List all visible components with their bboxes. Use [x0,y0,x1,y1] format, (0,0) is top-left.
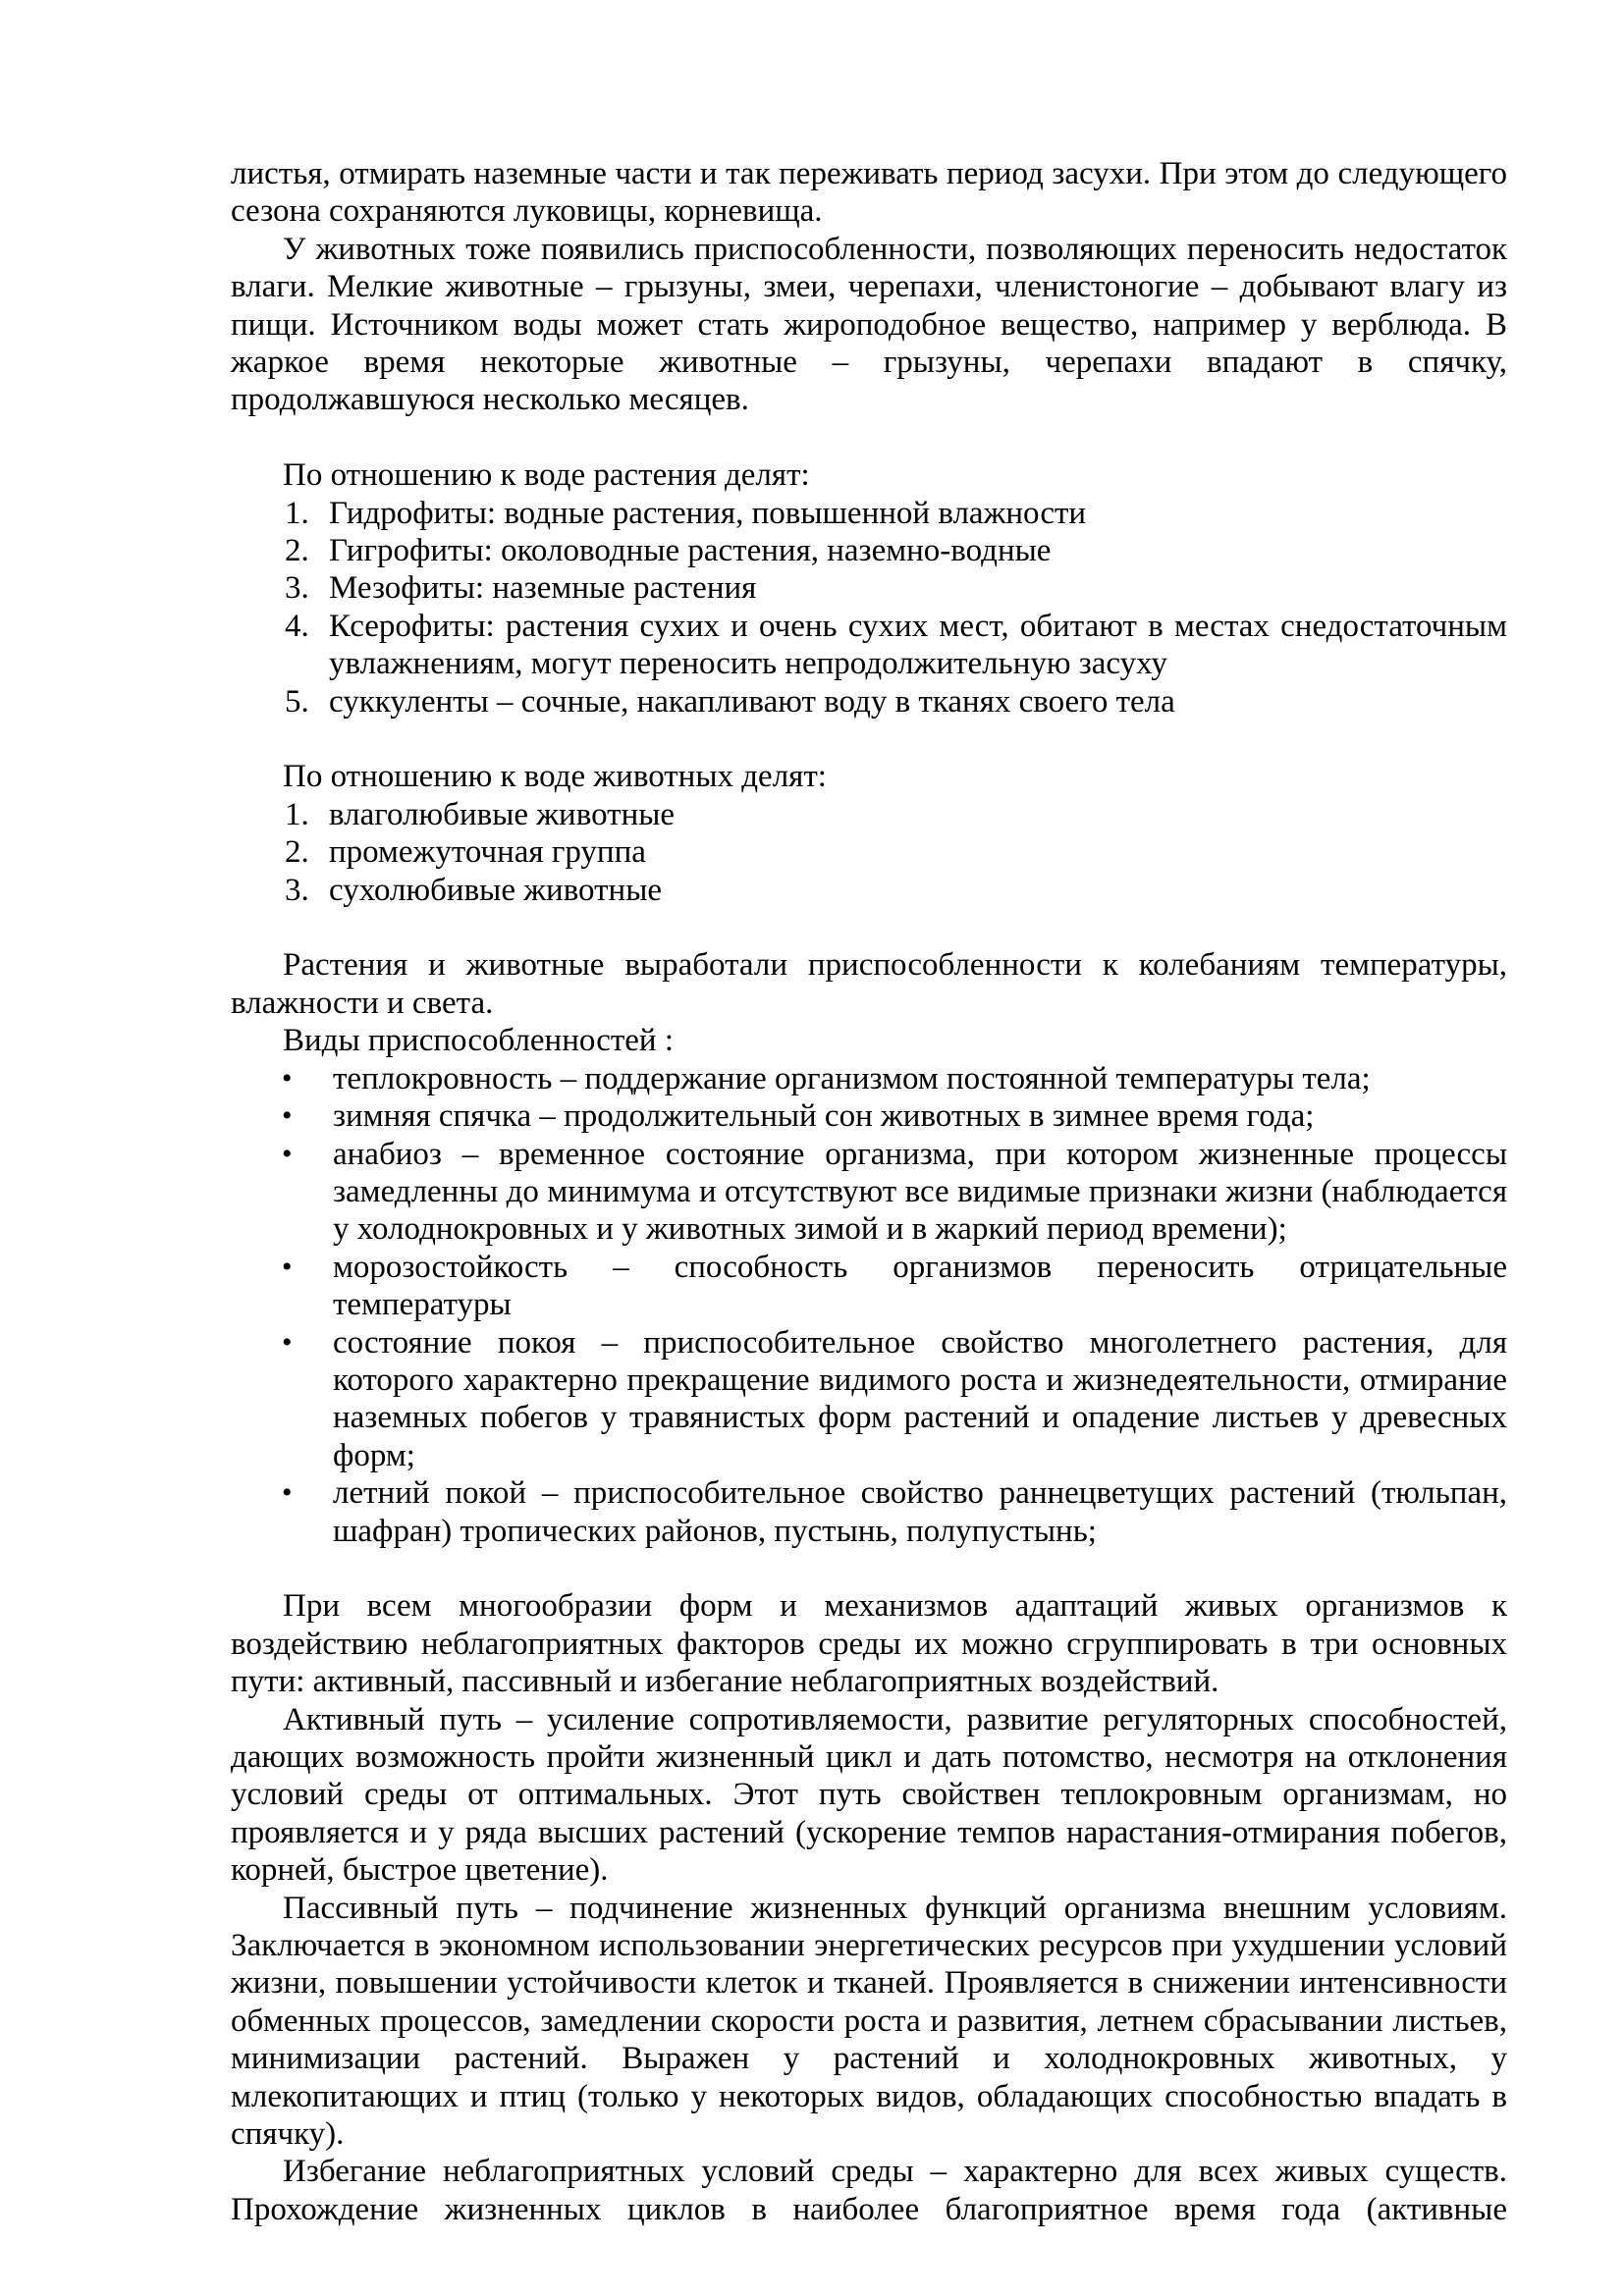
list-number: 5. [285,683,309,720]
list-item-text: анабиоз – временное состояние организма, при котором жизненные процессы замедленны до минимума и отсутствуют все видимые признаки жизни (наблюдается у холоднокровных и у животных зимой и в жаркий период времени); [333,1136,1507,1248]
list-number: 1. [285,495,309,531]
bullet-icon: • [282,1250,293,1283]
list-item [231,569,1507,607]
blank-line [231,721,1507,758]
list-item [231,608,1507,683]
list-item-text: теплокровность – поддержание организмом постоянной температуры тела; [333,1060,1371,1096]
list-number: 3. [285,872,309,908]
bullet-icon: • [282,1325,293,1359]
list-item [231,1249,1507,1324]
list-item-text: Гигрофиты: околоводные растения, наземно-водные [329,533,1052,569]
text-block [231,155,1507,2228]
numbered-list [231,796,1507,909]
list-item [231,1136,1507,1249]
list-item [231,1097,1507,1135]
list-item-text: Ксерофиты: растения сухих и очень сухих мест, обитают в местах снедостаточным увлажнениям, могут переносить непродолжительную засуху [329,608,1507,682]
list-item [231,872,1507,909]
paragraph: Избегание неблагоприятных условий среды – характерно для всех живых существ. Прохождение жизненных циклов в наиболее благоприятное время года (активные [231,2154,1507,2227]
list-item [231,1060,1507,1097]
bullet-list [231,1060,1507,1550]
list-number: 4. [285,608,309,644]
list-number: 2. [285,533,309,569]
list-item [231,1324,1507,1475]
bullet-icon: • [282,1476,293,1510]
list-item-text: морозостойкость – способность организмов переносить отрицательные температуры [333,1249,1507,1323]
list-item [231,796,1507,833]
paragraph: У животных тоже появились приспособленности, позволяющих переносить недостаток влаги. Мелкие животные – грызуны, змеи, черепахи, членистоногие – добывают влагу из пищи. Источником воды может стать жироподобное вещество, например у верблюда. В жаркое время некоторые животные – грызуны, черепахи впадают в спячку, продолжавшуюся несколько месяцев. [231,231,1507,418]
paragraph: По отношению к воде животных делят: [283,759,827,795]
paragraph: Виды приспособленностей : [283,1023,674,1059]
paragraph: При всем многообразии форм и механизмов адаптаций живых организмов к воздействию неблагоприятных факторов среды их можно сгруппировать в три основных пути: активный, пассивный и избегание неблагоприятных воздействий. [231,1588,1507,1700]
list-item-text: летний покой – приспособительное свойство раннецветущих растений (тюльпан, шафран) тропических районов, пустынь, полупустынь; [333,1475,1507,1549]
list-item-text: промежуточная группа [329,834,646,871]
list-number: 2. [285,834,309,871]
paragraph: Пассивный путь – подчинение жизненных функций организма внешним условиям. Заключается в экономном использовании энергетических ресурсов при ухудшении условий жизни, повышении устойчивости клеток и тканей. Проявляется в снижении интенсивности обменных процессов, замедлении скорости роста и развития, летнем сбрасывании листьев, минимизации растений. Выражен у растений и холоднокровных животных, у млекопитающих и птиц (только у некоторых видов, обладающих способностью впадать в спячку). [231,1890,1507,2153]
list-item-text: суккуленты – сочные, накапливают воду в тканях своего тела [329,683,1175,720]
list-item [231,1474,1507,1550]
list-item-text: влаголюбивые животные [329,796,676,832]
list-item [231,532,1507,569]
list-number: 1. [285,796,309,832]
blank-line [231,909,1507,946]
paragraph: Активный путь – усиление сопротивляемости, развитие регуляторных способностей, дающих возможность пройти жизненный цикл и дать потомство, несмотря на отклонения условий среды от оптимальных. Этот путь свойствен теплокровным организмам, но проявляется и у ряда высших растений (ускорение темпов нарастания-отмирания побегов, корней, быстрое цветение). [231,1701,1507,1889]
bullet-icon: • [282,1061,293,1095]
paragraph: По отношению к воде растения делят: [283,457,810,494]
list-item-text: сухолюбивые животные [329,872,663,908]
list-item-text: зимняя спячка – продолжительный сон животных в зимнее время года; [333,1098,1315,1135]
list-item-text: Гидрофиты: водные растения, повышенной влажности [329,495,1087,531]
numbered-list [231,495,1507,721]
paragraph: Растения и животные выработали приспособленности к колебаниям температуры, влажности и света. [231,947,1507,1021]
bullet-icon: • [282,1099,293,1133]
bullet-icon: • [282,1137,293,1170]
list-item [231,683,1507,721]
list-item [231,833,1507,871]
paragraph: листья, отмирать наземные части и так переживать период засухи. При этом до следующего сезона сохраняются луковицы, корневища. [231,156,1507,230]
blank-line [231,419,1507,456]
list-number: 3. [285,570,309,607]
list-item [231,495,1507,532]
list-item-text: Мезофиты: наземные растения [329,570,757,607]
list-item-text: состояние покоя – приспособительное свойство многолетнего растения, для которого характерно прекращение видимого роста и жизнедеятельности, отмирание наземных побегов у травянистых форм растений и опадение листьев у древесных форм; [333,1324,1507,1473]
blank-line [231,1550,1507,1587]
